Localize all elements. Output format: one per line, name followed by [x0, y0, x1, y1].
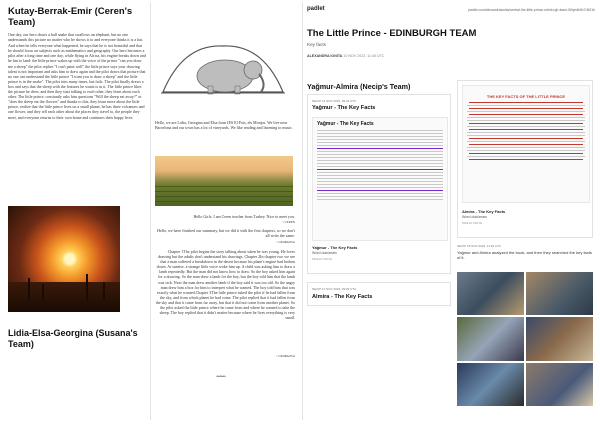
- middle-page: [150, 2, 298, 420]
- attachment-source: PADLET DRIVE: [462, 221, 482, 225]
- padlet-subtitle: Key facts: [307, 42, 326, 47]
- attachment-title: Almira - The Key Facts: [462, 209, 506, 214]
- post-title: Almira - The Key Facts: [312, 294, 373, 300]
- story-paragraph: One day, our hero draws a ball snake that swallows an elephant, but no one understands this picture no matter who he shows it to and everyone thinks it is a hat.: [8, 32, 143, 43]
- chapter-summary: Chapter 1The pilot begins the story talking about when he was young. He loves drawing but the adults don't understand his drawings. Chapter 2In chapter two we see that a man suffered a breakdown in the desert because his plane's engine had broken down. At sunrise, a strange little voice woke him up. A child was asking him to draw a lamb repeatedly. But the man did not know how to draw. So the boy asked him again for a drawing. So the man drew a lamb for the boy, but the boy told him that the lamb was sick. Next the man drew another lamb if the boy said it was too old. So the angry man drew him a box for him to interpret what he wanted. The boy told him that was exactly what he wanted.Chapter 3The little prince asked the pilot if he had fallen from the sky, and from which planet he had come. The pilot replied that it had fallen from the sky and that it came from far away, but that it did not come from another planet. So the pilot asked the little prince where he came from and where he wanted to take the sheep. The boy replied that it didn't matter because where he lives everything is very small.: [155, 249, 295, 321]
- doc-heading: Yağmur - The Key Facts: [317, 121, 374, 127]
- post-meta: NECIP 15 NOV 2023, 11:23 UTC: [457, 244, 502, 248]
- padlet-author: [307, 54, 384, 58]
- sunset-photo: [8, 206, 120, 312]
- padlet-logo[interactable]: padlet: [307, 6, 325, 12]
- vineyard-photo: [155, 156, 293, 206]
- post-meta: NECIP 17 NOV 2023, 09:09 UTC: [312, 287, 357, 291]
- post-card-key-facts[interactable]: [457, 80, 593, 238]
- attachment-source: PADLET DRIVE: [312, 257, 332, 261]
- document-preview[interactable]: [312, 117, 448, 241]
- footer-mark: ******: [216, 374, 226, 379]
- classroom-photos: [457, 272, 593, 406]
- padlet-page: [302, 2, 598, 420]
- author-name: ALEXANDRA IONITA: [307, 54, 343, 58]
- summary-signature: ~ GEORGINA: [275, 354, 295, 358]
- padlet-title: The Little Prince - EDINBURGH TEAM: [307, 28, 477, 39]
- classroom-photo: [457, 363, 524, 406]
- left-page: [4, 2, 148, 420]
- classroom-photo: [526, 363, 593, 406]
- story-paragraph: And when he tells everyone what happened, he says that he is not beautiful and that he should focus on subjects such as mathematics and geography. Our hero becomes a pilot after a long time and one day, while flying in Africa, his engine breaks down and he has to land: the little prince wakes up with the voice of the prince "can you draw me a sheep" the pilot replies "I can't paint well" the little prince says your drawing talent is not important and asks him to draw again and the pilot draws that picture that no one can understand the little prince "I want you to draw a sheep" and the little prince is in the snake". The pilot tries many times, but fails. The pilot finally draws a box and says that the sheep with the features he wants is in it. The little prince likes the picture he drew, and then they start talking to each other, they learn about each other. The little prince, constantly asks him questions "Will the sheep eat away?" or "does the sheep eat the flowers" and thanks to this, they learn more about the little prince, realize that the little prince lives on a small planet, he has three volcanoes and one flower, and they tell each other about the places they travel to, the people they meet, and everyone returns to their own home and continues their happy lives.: [8, 43, 146, 120]
- post-text: Yağmur and Almira analyzed the book, and then they searched the key facts of it.: [457, 250, 592, 260]
- padlet-url: padlet.com/alexandraionita/central-the-little-prince-edinb.rgh-team-50iym84fv7r5i21b: [468, 8, 595, 12]
- post-title: Yağmur - The Key Facts: [312, 105, 376, 111]
- attachment-title: Yağmur - The Key Facts: [312, 245, 358, 250]
- reply-text: Hello, we have finished our summary, but we did it with the first chapters, so we don't all write the same.: [157, 228, 295, 239]
- classroom-photo: [457, 317, 524, 360]
- attachment-type: Word dokümanı: [312, 251, 338, 255]
- greeting-signature: ~ CEREN: [282, 220, 295, 224]
- classroom-photo: [526, 272, 593, 315]
- doc-heading: THE KEY FACTS OF THE LITTLE PRINCE: [486, 94, 566, 99]
- classroom-photo: [457, 272, 524, 315]
- padlet-header: [307, 4, 595, 16]
- team-title-ceren: Kutay-Berrak-Emir (Ceren's Team): [8, 6, 133, 28]
- column-heading: Yağmur-Almira (Necip's Team): [307, 82, 411, 91]
- author-date: 10 NOV 2023, 11:45 UTC: [343, 54, 385, 58]
- document-preview[interactable]: [462, 85, 590, 203]
- post-card-yagmur[interactable]: [307, 94, 451, 274]
- intro-text: Hello, we are Lidia, Georgina and Elsa from IES El Pois, els Monjos. We live near Barcelona and our town has a lot of vineyards. We like reading and listening to music.: [155, 120, 293, 130]
- reply-signature: ~ GEORGINA: [275, 240, 295, 244]
- elephant-drawing: [153, 4, 293, 114]
- attachment-type: Word dokümanı: [462, 215, 488, 219]
- story-summary: [8, 32, 146, 204]
- team-title-susana: Lidia-Elsa-Georgina (Susana's Team): [8, 328, 138, 349]
- classroom-photo: [526, 317, 593, 360]
- post-card-almira[interactable]: [307, 282, 451, 306]
- post-meta: NECIP 14 NOV 2023, 09:44 UTC: [312, 99, 357, 103]
- greeting-text: Hello Girls. I am Ceren teacher from Turkey. Nice to meet you.: [193, 214, 295, 219]
